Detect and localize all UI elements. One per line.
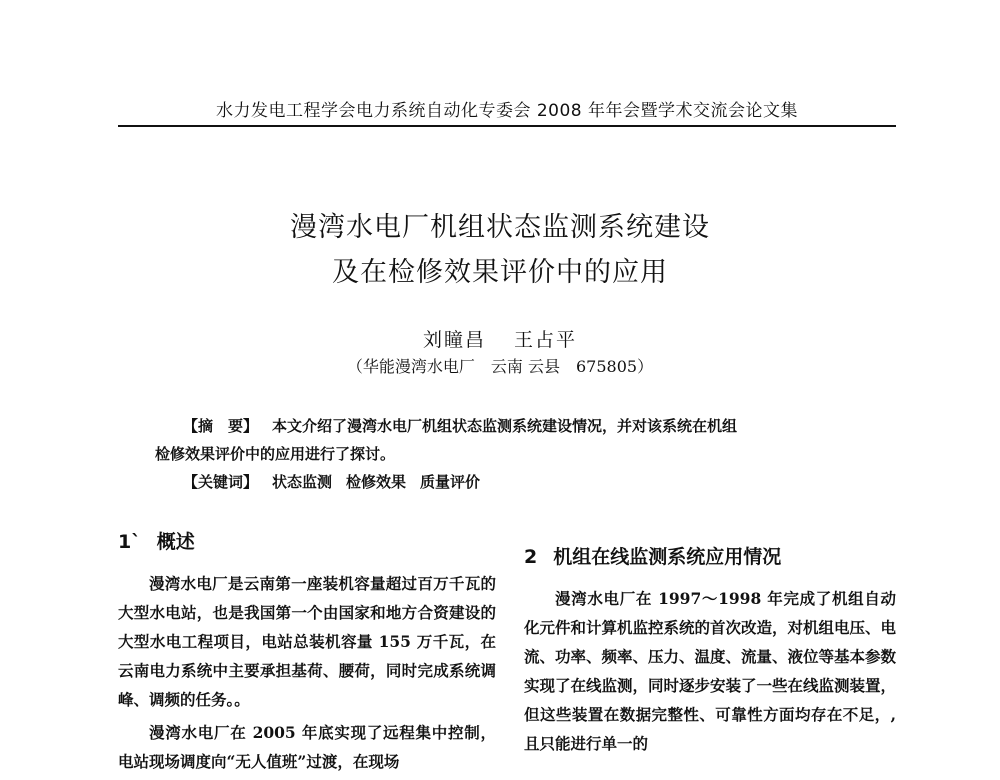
- section-2-number: 2: [524, 546, 538, 568]
- abstract-text-2: 检修效果评价中的应用进行了探讨。: [155, 445, 396, 463]
- section-2-paragraph-1: 漫湾水电厂在 1997～1998 年完成了机组自动化元件和计算机监控系统的首次改造，对机组电压、电流、功率、频率、压力、温度、流量、液位等基本参数实现了在线监测，同时逐步安装了一些在线监测装置，但这些装置在数据完整性、可靠性方面均存在不足，, 且只能进行单一的: [524, 589, 897, 753]
- left-column: [118, 528, 496, 780]
- section-1-paragraph-1: 漫湾水电厂是云南第一座装机容量超过百万千瓦的大型水电站，也是我国第一个由国家和地方合资建设的大型水电工程项目，电站总装机容量 155 万千瓦，在云南电力系统中主要承担基荷、腰荷，同时完成系统调峰、调频的任务。。: [118, 574, 496, 709]
- paper-title-line-1: 漫湾水电厂机组状态监测系统建设: [290, 212, 710, 243]
- section-1-paragraph-2: 漫湾水电厂在 2005 年底实现了远程集中控制，电站现场调度向“无人值班”过渡，在现场: [118, 723, 496, 771]
- keywords-label: 【关键词】: [183, 473, 259, 491]
- abstract-label: 【摘 要】: [183, 417, 259, 435]
- section-1-heading: [118, 528, 496, 557]
- authors: [0, 325, 1000, 352]
- abstract-block: [155, 412, 855, 496]
- abstract-text-1: 本文介绍了漫湾水电厂机组状态监测系统建设情况，并对该系统在机组: [272, 417, 738, 435]
- section-2-title: 机组在线监测系统应用情况: [553, 546, 782, 568]
- keywords-line: [183, 468, 855, 496]
- affiliation: （华能漫湾水电厂 云南 云县 675805）: [346, 357, 654, 376]
- section-2-heading: [524, 543, 896, 572]
- keyword-3: 质量评价: [420, 473, 481, 491]
- header-rule: [118, 125, 896, 127]
- author-2: 王占平: [514, 329, 578, 351]
- section-1-title: 概述: [156, 531, 195, 553]
- right-column: [524, 543, 896, 762]
- paper-title-line-2: 及在检修效果评价中的应用: [332, 257, 668, 288]
- running-header: 水力发电工程学会电力系统自动化专委会 2008 年年会暨学术交流会论文集: [215, 101, 799, 121]
- section-1-number: 1`: [118, 531, 141, 553]
- keyword-2: 检修效果: [346, 473, 407, 491]
- author-1: 刘瞳昌: [422, 329, 486, 351]
- abstract-line-1: [155, 412, 855, 440]
- keyword-1: 状态监测: [272, 473, 333, 491]
